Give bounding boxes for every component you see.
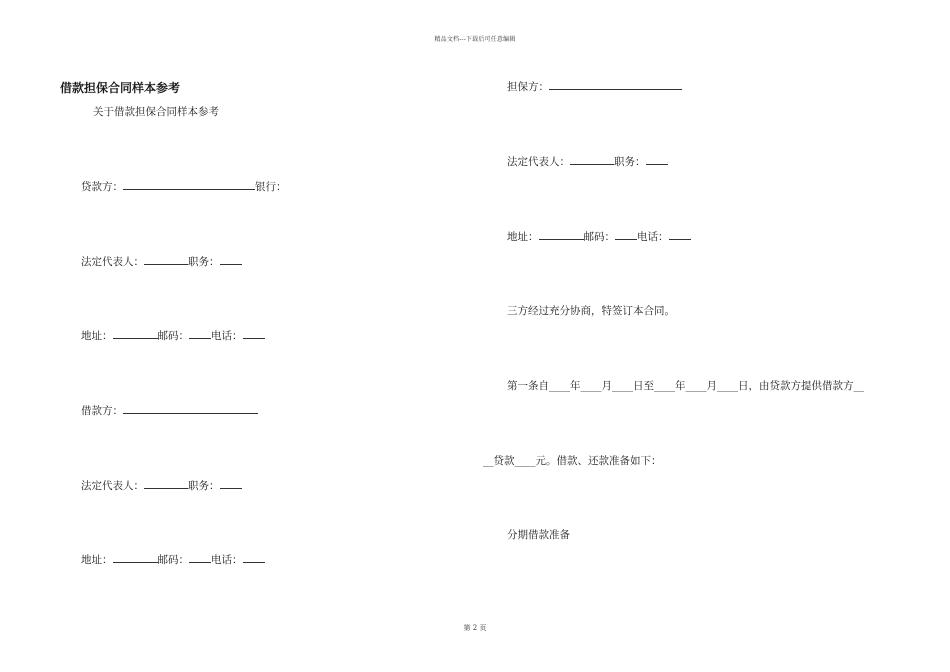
address-blank xyxy=(539,230,584,240)
lender-label: 贷款方： xyxy=(81,181,123,193)
address-label: 地址： xyxy=(507,231,539,243)
position-blank xyxy=(646,155,668,165)
postcode-label: 邮码： xyxy=(157,330,189,342)
legal-rep-blank xyxy=(144,479,188,489)
borrower-label: 借款方： xyxy=(81,405,123,417)
position-label: 职务： xyxy=(614,156,646,168)
borrower-line xyxy=(81,404,258,418)
guarantor-legal-rep-line xyxy=(507,155,668,169)
page-header: 精品文档---下载后可任意编辑 xyxy=(434,36,516,43)
position-label: 职务： xyxy=(188,256,220,268)
legal-rep-blank xyxy=(570,155,614,165)
legal-rep-label: 法定代表人： xyxy=(81,480,144,492)
guarantor-name-blank xyxy=(549,80,682,90)
phone-label: 电话： xyxy=(637,231,669,243)
postcode-blank xyxy=(189,329,211,339)
guarantor-line xyxy=(507,80,682,94)
borrower-legal-rep-line xyxy=(81,479,242,493)
position-label: 职务： xyxy=(188,480,220,492)
position-blank xyxy=(220,255,242,265)
address-blank xyxy=(113,329,158,339)
guarantor-label: 担保方： xyxy=(507,81,549,93)
lender-address-line xyxy=(81,329,265,343)
phone-blank xyxy=(669,230,691,240)
article-one-paragraph: 第一条自____年____月____日至____年____月____日，由贷款方提供借款方__ xyxy=(507,380,864,392)
borrower-address-line xyxy=(81,553,265,567)
bank-label: 银行： xyxy=(255,181,287,193)
legal-rep-label: 法定代表人： xyxy=(507,156,570,168)
phone-blank xyxy=(243,553,265,563)
position-blank xyxy=(220,479,242,489)
address-blank xyxy=(113,553,158,563)
borrower-name-blank xyxy=(123,404,258,414)
phone-blank xyxy=(243,329,265,339)
address-label: 地址： xyxy=(81,554,113,566)
postcode-blank xyxy=(615,230,637,240)
legal-rep-blank xyxy=(144,255,188,265)
address-label: 地址： xyxy=(81,330,113,342)
phone-label: 电话： xyxy=(211,330,243,342)
installment-heading: 分期借款准备 xyxy=(507,529,570,541)
postcode-label: 邮码： xyxy=(157,554,189,566)
loan-amount-paragraph: __贷款____元。借款、还款准备如下： xyxy=(483,455,662,467)
legal-rep-label: 法定代表人： xyxy=(81,256,144,268)
lender-name-blank xyxy=(123,180,255,190)
guarantor-address-line xyxy=(507,230,691,244)
postcode-label: 邮码： xyxy=(583,231,615,243)
lender-line xyxy=(81,180,287,194)
postcode-blank xyxy=(189,553,211,563)
page-footer: 第 2 页 xyxy=(463,624,487,632)
lender-legal-rep-line xyxy=(81,255,242,269)
agreement-paragraph: 三方经过充分协商，特签订本合同。 xyxy=(507,305,675,317)
phone-label: 电话： xyxy=(211,554,243,566)
document-title: 借款担保合同样本参考 xyxy=(60,81,181,95)
document-subtitle: 关于借款担保合同样本参考 xyxy=(93,106,219,118)
